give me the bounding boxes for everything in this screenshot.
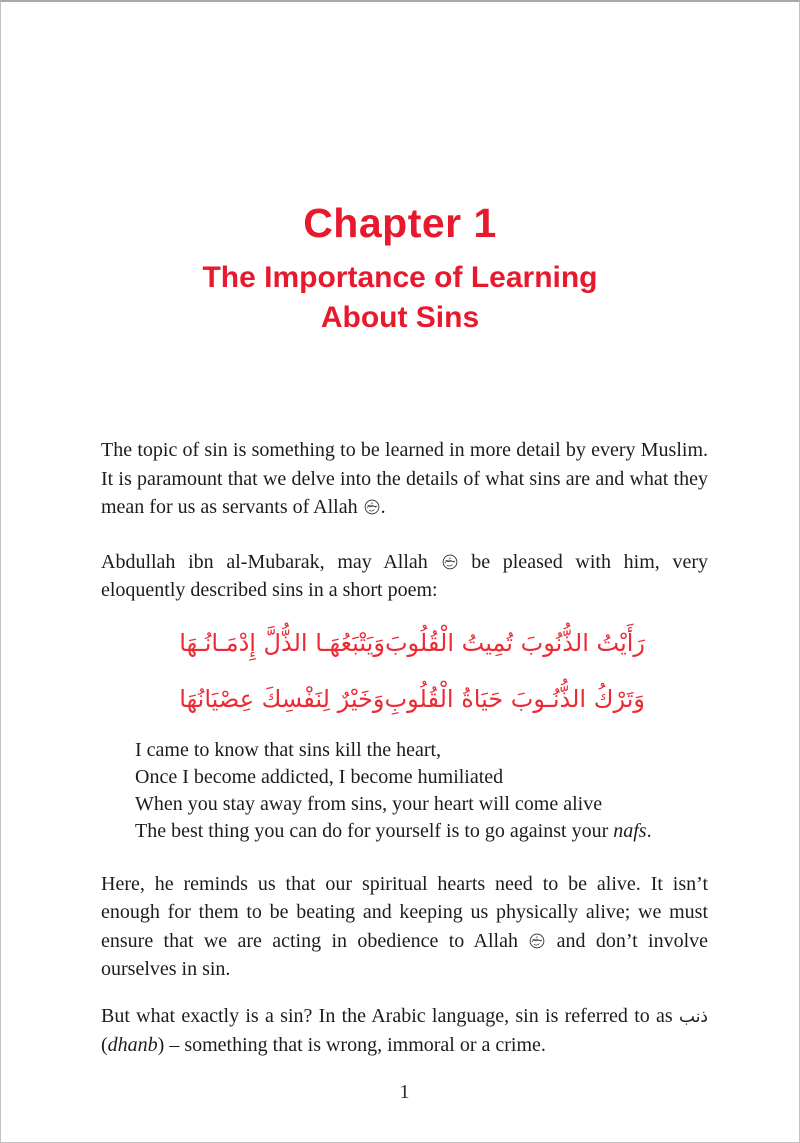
arabic-poem-line1-first-hemistich: رَأَيْتُ الذُّنُوبَ تُمِيتُ الْقُلُوبَ (384, 628, 645, 657)
chapter-subtitle-line1: The Importance of Learning (202, 261, 598, 294)
paragraph-reminder-text-b: and don’t involve ourselves in sin. (101, 929, 708, 980)
arabic-poem-line-1 (179, 615, 645, 671)
poem-translation-line-3: When you stay away from sins, your heart will come alive (135, 792, 603, 815)
paragraph-mubarak-text-a: Abdullah ibn al-Mubarak, may Allah (101, 550, 441, 573)
paragraph-definition-text-b: ( (101, 1034, 108, 1056)
paragraph-definition-text-a: But what exactly is a sin? In the Arabic language, sin is referred to as (101, 1004, 679, 1027)
arabic-poem-line-2 (179, 671, 645, 727)
paragraph-definition-text-c: ) – something that is wrong, immoral or a crime. (157, 1034, 546, 1056)
paragraph-intro-text: The topic of sin is something to be learned in more detail by every Muslim. It is paramount that we delve into the details of what sins are and what they mean for us as servants of Allah (101, 439, 708, 518)
jalla-jalaluhu-honorific-icon (529, 933, 545, 949)
poem-translation-line-4 (135, 818, 708, 845)
poem-translation-line4-period: . (646, 819, 652, 842)
dhanb-transliteration: dhanb (107, 1034, 158, 1056)
paragraph-reminder-text-a: Here, he reminds us that our spiritual hearts need to be alive. It isn’t enough for them to be beating and keeping us physically alive; we must ensure that we are acting in obedience to Allah (101, 872, 708, 952)
arabic-poem-line1-second-hemistich: وَيَتْبَعُهَـا الذُّلَّ إِدْمَـانُـهَا (179, 628, 385, 657)
poem-translation-line-2: Once I become addicted, I become humiliated (135, 765, 504, 788)
paragraph-intro (101, 436, 708, 522)
paragraph-reminder (101, 870, 708, 984)
page-number: 1 (399, 1080, 410, 1103)
paragraph-mubarak (101, 548, 708, 605)
arabic-poem-line2-first-hemistich: وَتَرْكُ الذُّنُـوبَ حَيَاةُ الْقُلُوبِ (384, 684, 645, 713)
paragraph-definition (101, 1002, 708, 1060)
chapter-subtitle (1, 258, 799, 338)
poem-translation-line4-text: The best thing you can do for yourself is to go against your (135, 819, 614, 842)
paragraph-intro-period: . (380, 496, 386, 518)
body-text-column (101, 436, 708, 1104)
arabic-poem-line2-second-hemistich: وَخَيْرٌ لِنَفْسِكَ عِصْيَانُهَا (179, 684, 385, 713)
dhanb-arabic-word: ذنب (679, 1006, 708, 1027)
jalla-jalaluhu-honorific-icon (442, 554, 458, 570)
poem-translation (135, 737, 708, 845)
poem-translation-line-1: I came to know that sins kill the heart, (135, 738, 442, 761)
nafs-term: nafs (613, 819, 647, 842)
jalla-jalaluhu-honorific-icon (364, 499, 380, 515)
chapter-subtitle-line2: About Sins (320, 301, 480, 334)
arabic-poem (179, 615, 645, 727)
paragraph-mubarak-text-b: be pleased with him, very eloquently described sins in a short poem: (101, 550, 709, 601)
chapter-title: Chapter 1 (303, 200, 497, 246)
